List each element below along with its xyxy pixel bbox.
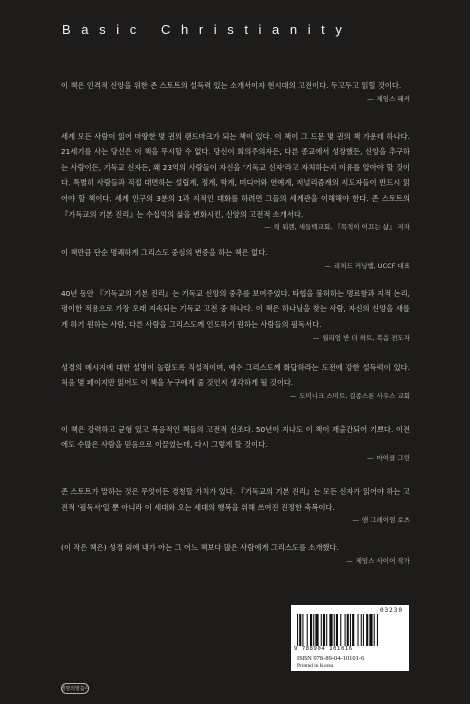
barcode-bar [357,614,358,646]
blurb-attribution [61,556,410,567]
attribution-dash: — [367,94,374,103]
isbn-number: ISBN 978-89-04-10101-6 [297,655,365,662]
barcode-bar [347,614,349,646]
book-title: Basic Christianity [62,22,353,37]
blurb-attribution [61,94,410,105]
barcode-bar [350,614,351,646]
barcode-bar [299,614,301,646]
publisher-logo-text: 생명의말씀사 [60,686,90,692]
attribution-name: 도미니크 스미트, 길종스톤 사우스 교회 [299,391,410,400]
barcode-bars [297,614,403,646]
blurb-attribution [61,515,410,526]
barcode-bar [374,614,375,646]
blurb [61,245,410,272]
barcode-bar [307,614,308,646]
barcode-bar [323,614,325,646]
blurbs-section [61,78,410,567]
barcode-bar [321,614,322,646]
blurb [61,540,410,567]
attribution-dash: — [367,453,374,462]
blurb [61,129,410,234]
attribution-dash: — [324,261,331,270]
barcode-bar [315,614,318,646]
blurb-text: 이 책은 강력하고 균형 있고 복음적인 책들의 고전적 선조다. 50년이 지나도 이 책이 재출간되어 기쁘다. 이전에도 수많은 사람을 믿음으로 이끌었는데, 다시 그렇게 할 것이다. [61,424,410,450]
printed-in-label: Printed in Korea [297,663,334,669]
blurb-text: 40년 동안 『기독교의 기본 진리』는 기독교 신앙의 중추를 보여주었다. 타협을 불허하는 명료함과 지적 논리, 평이한 적용으로 가장 오래 지속되는 기독교 고전 중 하나다. 이 책은 하나님을 찾는 사람, 자신의 신앙을 새롭게 하기 원하는 사람, 다른 사람을 그리스도께 인도하기 원하는 사람들의 필독서다. [61,288,410,329]
barcode-bar [313,614,314,646]
publisher-logo [61,683,89,694]
blurb-text: 존 스토트가 말하는 것은 무엇이든 경청할 가치가 있다. 『기독교의 기본 진리』는 모든 신자가 읽어야 하는 고전적 '필독서'일 뿐 아니라 이 세대와 오는 세대의 행복을 위해 쓰여진 진정한 축복이다. [61,486,410,512]
barcode-bar [366,614,368,646]
barcode-bar [334,614,335,646]
attribution-name: 월리엄 반 더 하트, 복음 전도자 [322,333,410,342]
barcode-bar [363,614,364,646]
attribution-name: 제임스 패커 [376,94,410,103]
blurb-attribution [61,453,410,464]
blurb-attribution [61,391,410,402]
barcode-bar [297,614,298,646]
attribution-dash: — [352,516,359,525]
blurb-attribution [61,222,410,233]
barcode-bar [377,614,378,646]
barcode-addon-digits: 03230 [379,607,403,614]
blurb [61,484,410,526]
blurb-text: (이 작은 책은) 성경 외에 내가 아는 그 어느 책보다 많은 사람에게 그리스도를 소개했다. [61,543,339,553]
blurb-attribution [61,261,410,272]
attribution-dash: — [312,333,320,342]
barcode-bar [302,614,303,646]
barcode-bar [326,614,327,646]
attribution-name: 리처드 커닝햄, UCCF 대표 [333,261,410,270]
blurb [61,286,410,344]
barcode-bar [345,614,346,646]
barcode-bar [369,614,372,646]
blurb-text: 세계 모든 사람이 읽어 마땅한 몇 권의 랜드마크가 되는 책이 있다. 이 책이 그 드문 몇 권의 책 가운데 하나다. 21세기를 사는 당신은 이 책을 무시할 수 없다. 당신이 회의주의자든, 다른 종교에서 성장했든, 신앙을 추구하는 사람이든, 기독교 신자든, 왜 23억의 사람들이 자신을 '기독교 신자'라고 자처하는지 이유를 알아야 할 것이다. 특별히 사람들과 직접 대면하는 설립계, 정계, 학계, 미디어와 연예계, 저널리즘계의 지도자들이 반드시 읽어야 할 책이다. 세계 인구의 3분의 1과 지적인 대화를 하려면 그들의 세계관을 이해해야 한다. 존 스토트의 『기독교의 기본 진리』는 수십억의 삶을 변화시킨, 신앙의 고전적 소개서다. [61,131,410,219]
attribution-dash: — [289,391,297,400]
blurb-text: 성경의 메시지에 대한 설명이 놀랍도록 직설적이며, 예수 그리스도께 화답하라는 도전에 강한 설득력이 있다. 처음 몇 페이지만 읽어도 이 책을 누구에게 줄 것인지 생각하게 될 것이다. [61,362,410,388]
barcode-bar [310,614,312,646]
attribution-name: 릭 워렌, 새들백교회, 『목적이 이끄는 삶』 저자 [273,223,410,232]
barcode-bar [340,614,341,646]
barcode-bar [361,614,362,646]
attribution-name: 제임스 사이어 작가 [355,556,410,565]
attribution-name: 마이클 그린 [376,453,410,462]
blurb [61,360,410,402]
attribution-dash: — [346,556,353,565]
blurb [61,78,410,105]
isbn-barcode [291,605,409,671]
blurb-attribution [61,333,410,344]
attribution-name: 앤 그레이엄 로츠 [361,516,410,525]
blurb-text: 이 책은 인격적 신앙을 위한 존 스토트의 설득력 있는 소개서이자 현시대의 고전이다. 두고두고 읽힐 것이다. [61,81,402,90]
ean-digits: 9 788904 101016 [294,646,353,652]
barcode-bar [329,614,332,646]
blurb-text: 이 책만큼 단순 명쾌하게 그리스도 중심의 변증을 하는 책은 없다. [61,248,268,258]
attribution-dash: — [264,223,271,232]
barcode-bar [352,614,354,646]
blurb [61,422,410,464]
barcode-bar [336,614,338,646]
